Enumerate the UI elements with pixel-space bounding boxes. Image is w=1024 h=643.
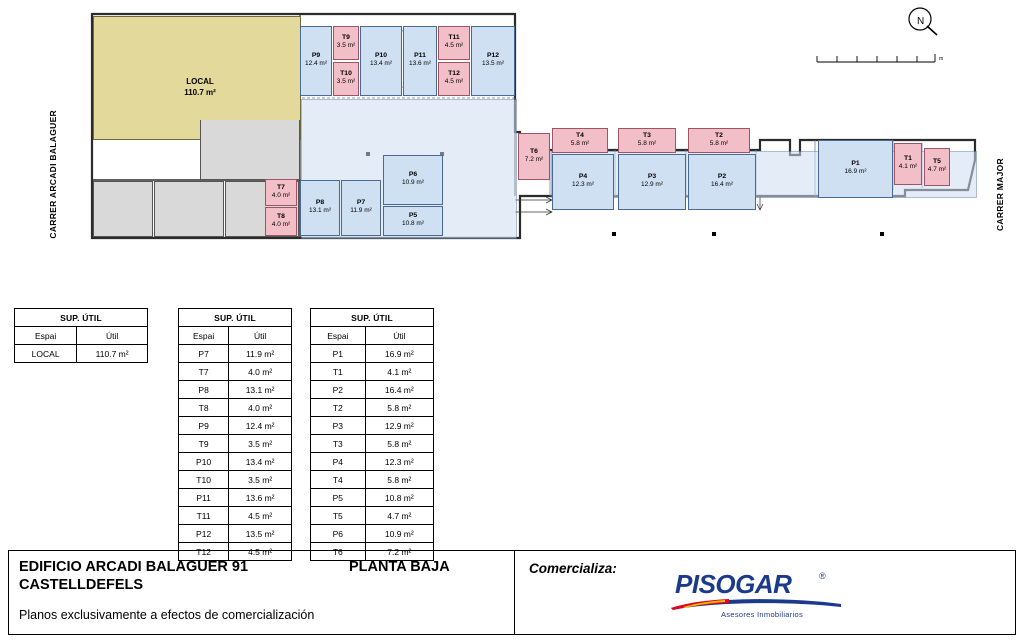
plan-unit-label-p3: P3 12.9 m²: [640, 173, 664, 188]
cell-util: 4.7 m²: [365, 507, 433, 525]
cell-util: 4.1 m²: [365, 363, 433, 381]
cell-util: 10.8 m²: [365, 489, 433, 507]
cell-espai: P7: [179, 345, 229, 363]
plan-unit-label-p9: P9 12.4 m²: [304, 52, 328, 67]
table-row: [179, 435, 292, 453]
logo-text: PISOGAR: [675, 569, 792, 599]
table-row: [311, 417, 434, 435]
cell-espai: LOCAL: [15, 345, 77, 363]
svg-text:N: N: [917, 16, 925, 27]
logo-tagline: Asesores Inmobiliarios: [721, 610, 804, 619]
cell-espai: T10: [179, 471, 229, 489]
plan-unit-label-t9: T9 3.5 m²: [336, 34, 356, 49]
table-header-espai: Espai: [15, 327, 77, 345]
street-label-left: CARRER ARCADI BALAGUER: [48, 110, 58, 239]
table-row: [311, 525, 434, 543]
plan-unit-label-p6: P6 10.9 m²: [401, 171, 425, 186]
cell-espai: P9: [179, 417, 229, 435]
plan-unit-label-p7: P7 11.9 m²: [350, 199, 372, 214]
cell-espai: T5: [311, 507, 366, 525]
cell-util: 4.5 m²: [229, 507, 292, 525]
plan-unit-label-p8: P8 13.1 m²: [308, 199, 332, 214]
cell-espai: T2: [311, 399, 366, 417]
table-header-espai: Espai: [179, 327, 229, 345]
cell-util: 12.9 m²: [365, 417, 433, 435]
room-service-b: [154, 181, 224, 237]
cell-util: 5.8 m²: [365, 399, 433, 417]
cell-espai: P10: [179, 453, 229, 471]
plan-unit-label-t5: T5 4.7 m²: [927, 158, 947, 173]
cell-util: 5.8 m²: [365, 471, 433, 489]
cell-util: 12.4 m²: [229, 417, 292, 435]
table-row: [179, 399, 292, 417]
table-row: [311, 507, 434, 525]
logo-registered-mark: ®: [819, 571, 826, 581]
cell-util: 10.9 m²: [365, 525, 433, 543]
title-block-divider: [514, 551, 515, 634]
cell-espai: P3: [311, 417, 366, 435]
plan-unit-label-p11: P11 13.6 m²: [408, 52, 432, 67]
cell-espai: T4: [311, 471, 366, 489]
plan-unit-label-t11: T11 4.5 m²: [444, 34, 464, 49]
cell-espai: T9: [179, 435, 229, 453]
table-row: [15, 345, 148, 363]
table-row: [311, 399, 434, 417]
plan-unit-label-p1: P1 16.9 m²: [844, 160, 867, 175]
sup-util-table-1: [14, 308, 148, 363]
table-row: [311, 453, 434, 471]
cell-espai: P4: [311, 453, 366, 471]
table-row: [311, 381, 434, 399]
table-header-util: Útil: [77, 327, 148, 345]
plan-unit-label-p2: P2 16.4 m²: [710, 173, 734, 188]
cell-espai: T7: [179, 363, 229, 381]
cell-espai: T8: [179, 399, 229, 417]
plan-unit-label-p4: P4 12.3 m²: [571, 173, 595, 188]
plan-unit-label-p10: P10 13.4 m²: [369, 52, 393, 67]
table-row: [179, 507, 292, 525]
cell-util: 7.2 m²: [365, 543, 433, 561]
sup-util-table-2: [178, 308, 292, 561]
table-row: [179, 525, 292, 543]
cell-util: 13.6 m²: [229, 489, 292, 507]
cell-util: 13.5 m²: [229, 525, 292, 543]
cell-espai: P12: [179, 525, 229, 543]
cell-util: 16.9 m²: [365, 345, 433, 363]
pisogar-logo: [669, 569, 849, 623]
room-service-a: [93, 181, 153, 237]
street-label-right: CARRER MAJOR: [995, 158, 1005, 232]
plan-unit-label-p5: P5 10.8 m²: [401, 212, 425, 227]
table-row: [311, 435, 434, 453]
table-title: SUP. ÚTIL: [179, 309, 292, 327]
cell-espai: P6: [311, 525, 366, 543]
plan-unit-label-t3: T3 5.8 m²: [637, 131, 657, 147]
table-row: [179, 417, 292, 435]
table-title: SUP. ÚTIL: [311, 309, 434, 327]
table-row: [311, 363, 434, 381]
building-name: EDIFICIO ARCADI BALAGUER 91: [19, 559, 249, 575]
cell-espai: P1: [311, 345, 366, 363]
cell-util: 4.0 m²: [229, 399, 292, 417]
sup-util-table-3: [310, 308, 434, 561]
table-row: [311, 345, 434, 363]
floor-plan: [0, 0, 1024, 270]
cell-util: 5.8 m²: [365, 435, 433, 453]
plan-unit-label-t7: T7 4.0 m²: [271, 183, 291, 199]
area-tables: [0, 300, 1024, 557]
plan-unit-label-t2: T2 5.8 m²: [709, 131, 729, 147]
plan-unit-label-t8: T8 4.0 m²: [271, 212, 291, 228]
cell-util: 16.4 m²: [365, 381, 433, 399]
cell-espai: T11: [179, 507, 229, 525]
cell-espai: T6: [311, 543, 366, 561]
plan-unit-label-t10: T10 3.5 m²: [336, 70, 356, 85]
table-header-espai: Espai: [311, 327, 366, 345]
cell-util: 4.0 m²: [229, 363, 292, 381]
table-row: [311, 489, 434, 507]
disclaimer: Planos exclusivamente a efectos de comercialización: [19, 608, 315, 622]
table-row: [311, 471, 434, 489]
title-block: [8, 550, 1016, 635]
cell-util: 3.5 m²: [229, 471, 292, 489]
cell-util: 13.1 m²: [229, 381, 292, 399]
table-row: [179, 489, 292, 507]
plan-unit-label-p12: P12 13.5 m²: [481, 52, 505, 67]
cell-espai: T12: [179, 543, 229, 561]
table-title: SUP. ÚTIL: [15, 309, 148, 327]
table-row: [179, 381, 292, 399]
cell-espai: P5: [311, 489, 366, 507]
plan-unit-label-t4: T4 5.8 m²: [570, 131, 590, 147]
cell-util: 110.7 m²: [77, 345, 148, 363]
cell-espai: T1: [311, 363, 366, 381]
cell-espai: P8: [179, 381, 229, 399]
cell-espai: P2: [311, 381, 366, 399]
table-row: [179, 345, 292, 363]
cell-espai: P11: [179, 489, 229, 507]
building-city: CASTELLDEFELS: [19, 577, 144, 593]
table-header-util: Útil: [365, 327, 433, 345]
room-local-label: LOCAL 110.7 m²: [184, 77, 216, 97]
floor-name: PLANTA BAJA: [349, 559, 450, 575]
cell-util: 12.3 m²: [365, 453, 433, 471]
cell-util: 4.5 m²: [229, 543, 292, 561]
svg-text:m: m: [939, 56, 944, 62]
plan-unit-label-t12: T12 4.5 m²: [444, 70, 464, 85]
plan-unit-label-t6: T6 7.2 m²: [524, 147, 544, 163]
cell-util: 13.4 m²: [229, 453, 292, 471]
table-header-util: Útil: [229, 327, 292, 345]
table-row: [179, 453, 292, 471]
cell-util: 11.9 m²: [229, 345, 292, 363]
cell-util: 3.5 m²: [229, 435, 292, 453]
comercializa-label: Comercializa:: [529, 561, 617, 576]
table-row: [179, 363, 292, 381]
room-lobby: [200, 120, 300, 180]
cell-espai: T3: [311, 435, 366, 453]
table-row: [179, 471, 292, 489]
plan-unit-label-t1: T1 4.1 m²: [898, 155, 918, 170]
